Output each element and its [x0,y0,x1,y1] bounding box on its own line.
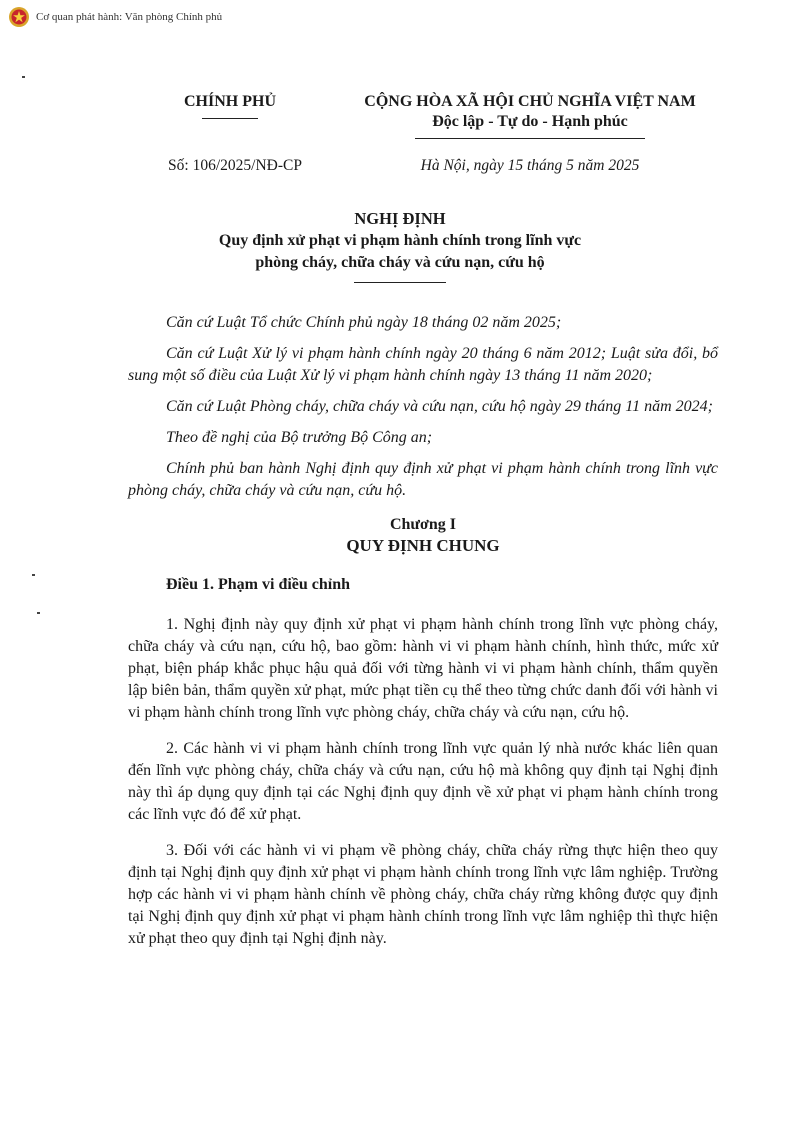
preamble-paragraph: Chính phủ ban hành Nghị định quy định xử phạt vi phạm hành chính trong lĩnh vực phòng cháy, chữa cháy và cứu nạn, cứu hộ. [128,460,718,499]
scan-speck [22,76,25,78]
issuing-body-name: CHÍNH PHỦ [184,93,276,110]
article-clause: 1. Nghị định này quy định xử phạt vi phạm hành chính trong lĩnh vực phòng cháy, chữa cháy và cứu nạn, cứu hộ, bao gồm: hành vi vi phạm hành chính, hình thức, mức xử phạt, biện pháp khắc phục hậu quả đối với từng hành vi vi phạm hành chính, thẩm quyền lập biên bản, thẩm quyền xử phạt, mức phạt tiền cụ thể theo từng chức danh đối với hành vi vi phạm hành chính trong lĩnh vực phòng cháy, chữa cháy và cứu nạn, cứu hộ. [128,616,718,721]
article-heading: Điều 1. Phạm vi điều chỉnh [166,576,351,593]
preamble-paragraph: Căn cứ Luật Xử lý vi phạm hành chính ngày 20 tháng 6 năm 2012; Luật sửa đổi, bổ sung một số điều của Luật Xử lý vi phạm hành chính ngày 13 tháng 11 năm 2020; [128,345,718,384]
header-left-rule [202,118,258,119]
scan-speck [32,574,35,576]
issuer-text: Cơ quan phát hành: Văn phòng Chính phủ [36,11,223,23]
country-name: CỘNG HÒA XÃ HỘI CHỦ NGHĨA VIỆT NAM [364,93,696,110]
preamble-paragraph: Theo đề nghị của Bộ trưởng Bộ Công an; [166,429,433,446]
scan-speck [37,612,40,614]
document-type: NGHỊ ĐỊNH [354,209,446,228]
issuer-bar [8,6,222,28]
chapter-name: QUY ĐỊNH CHUNG [346,536,500,555]
chapter-heading [128,515,718,557]
header-right-rule [415,138,645,139]
national-motto: Độc lập - Tự do - Hạnh phúc [432,113,628,130]
article-clause: 2. Các hành vi vi phạm hành chính trong lĩnh vực quản lý nhà nước khác liên quan đến lĩnh vực phòng cháy, chữa cháy và cứu nạn, cứu hộ mà không quy định tại Nghị định này thì áp dụng quy định tại các Nghị định quy định về xử phạt vi phạm hành chính trong các lĩnh vực đó để xử phạt. [128,740,718,823]
state-emblem-icon [8,6,30,28]
document-date: Hà Nội, ngày 15 tháng 5 năm 2025 [420,157,640,174]
national-title [330,92,730,139]
document-title [120,208,680,283]
document-subject-line-2: phòng cháy, chữa cháy và cứu nạn, cứu hộ [255,254,545,271]
document-subject-line-1: Quy định xử phạt vi phạm hành chính trong lĩnh vực [218,232,582,249]
chapter-number: Chương I [389,516,457,533]
title-rule [354,282,446,283]
document-number: Số: 106/2025/NĐ-CP [168,157,302,174]
document-body [128,312,718,950]
issuing-body [150,92,310,119]
article-clause: 3. Đối với các hành vi vi phạm về phòng cháy, chữa cháy rừng thực hiện theo quy định tại Nghị định quy định xử phạt vi phạm hành chính trong lĩnh vực lâm nghiệp. Trường hợp các hành vi vi phạm hành chính về phòng cháy, chữa cháy rừng không được quy định tại Nghị định quy định xử phạt vi phạm hành chính trong lĩnh vực lâm nghiệp thì thực hiện xử phạt theo quy định tại Nghị định này. [128,842,718,947]
preamble-paragraph: Căn cứ Luật Tổ chức Chính phủ ngày 18 tháng 02 năm 2025; [166,314,562,331]
preamble-paragraph: Căn cứ Luật Phòng cháy, chữa cháy và cứu nạn, cứu hộ ngày 29 tháng 11 năm 2024; [166,398,713,415]
